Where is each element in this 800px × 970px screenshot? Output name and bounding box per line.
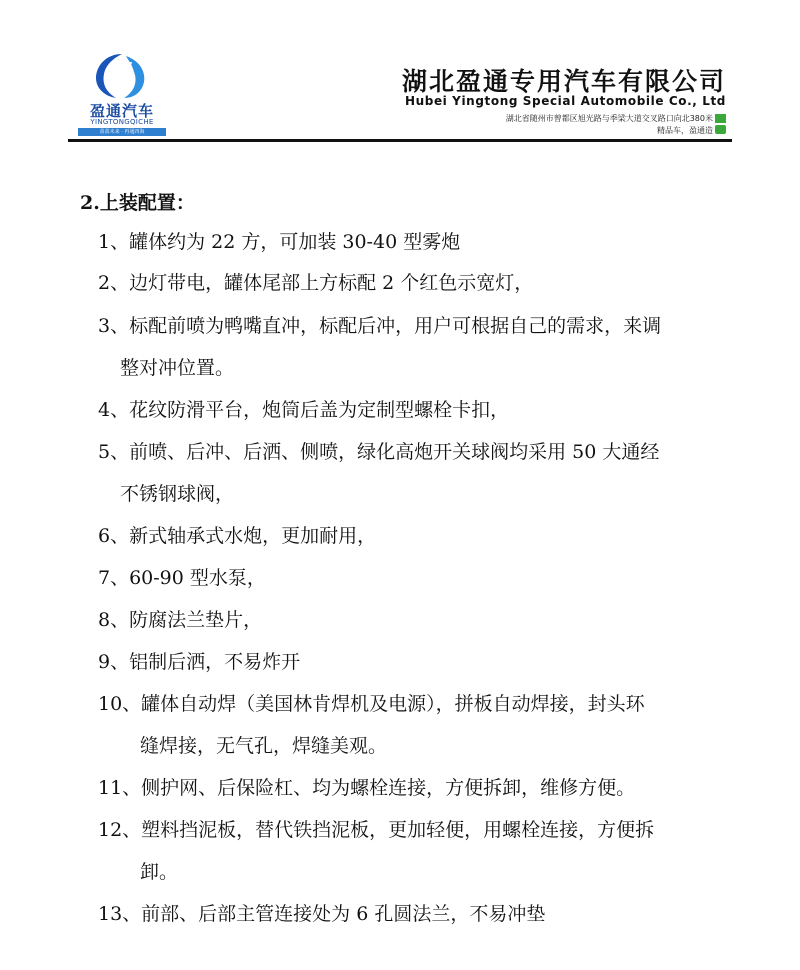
list-item-continuation: 整对冲位置。: [120, 357, 235, 379]
logo-english-name: YINGTONGQICHE: [90, 118, 154, 126]
list-item: 11、侧护网、后保险杠、均为螺栓连接，方便拆卸，维修方便。: [98, 777, 636, 799]
list-item: 7、60-90 型水泵，: [98, 567, 266, 589]
list-item: 2、边灯带电，罐体尾部上方标配 2 个红色示宽灯，: [98, 272, 534, 294]
list-item: 9、铝制后洒，不易炸开: [98, 651, 301, 673]
header-divider: [68, 139, 732, 142]
company-name-chinese: 湖北盈通专用汽车有限公司: [401, 67, 726, 96]
logo-emblem-icon: [92, 52, 152, 100]
list-item-continuation: 卸。: [140, 861, 179, 883]
list-item-continuation: 缝焊接，无气孔，焊缝美观。: [140, 735, 388, 757]
company-logo: [72, 52, 172, 136]
logo-tagline: 盈盈未来 · 再通四海: [78, 128, 166, 136]
list-item: 6、新式轴承式水炮，更加耐用，: [98, 525, 377, 547]
company-address: 湖北省随州市曾都区旭光路与季梁大道交叉路口向北380米: [505, 114, 713, 123]
company-name-english: Hubei Yingtong Special Automobile Co., Ltd: [404, 94, 726, 108]
green-square-icon: [715, 114, 726, 123]
section-title: 2.上装配置：: [80, 192, 195, 214]
list-item: 3、标配前喷为鸭嘴直冲，标配后冲，用户可根据自己的需求，来调: [98, 315, 662, 337]
letterhead: [0, 0, 800, 142]
list-item: 5、前喷、后冲、后洒、侧喷，绿化高炮开关球阀均采用 50 大通经: [98, 441, 660, 463]
list-item: 1、罐体约为 22 方，可加装 30-40 型雾炮: [98, 231, 461, 253]
list-item: 4、花纹防滑平台，炮筒后盖为定制型螺栓卡扣，: [98, 399, 510, 421]
list-item: 12、塑料挡泥板，替代铁挡泥板，更加轻便，用螺栓连接，方便拆: [98, 819, 655, 841]
logo-chinese-name: 盈通汽车: [89, 102, 154, 120]
list-item: 10、罐体自动焊（美国林肯焊机及电源），拼板自动焊接，封头环: [98, 693, 645, 715]
list-item: 13、前部、后部主管连接处为 6 孔圆法兰，不易冲垫: [98, 903, 546, 925]
green-badge-icon: [715, 125, 726, 134]
list-item-continuation: 不锈钢球阀，: [120, 483, 235, 505]
list-item: 8、防腐法兰垫片，: [98, 609, 263, 631]
company-slogan: 精品车，盈通造: [657, 126, 713, 135]
